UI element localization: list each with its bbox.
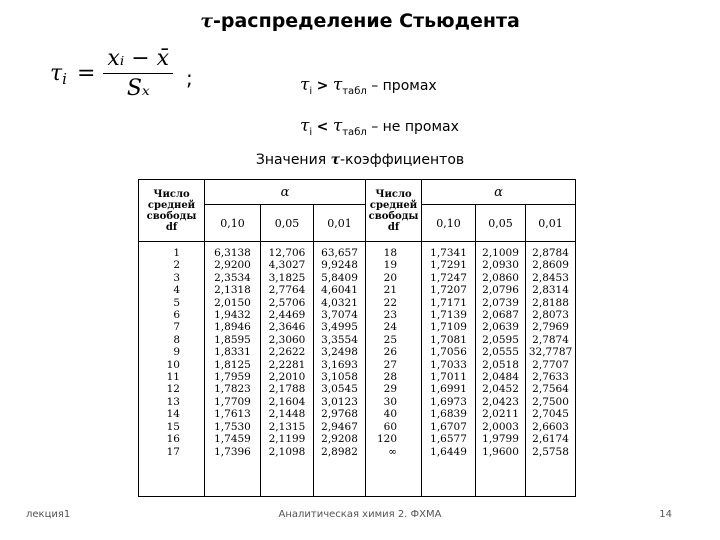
caption-tau: τ [330, 152, 340, 168]
criteria-rules [300, 68, 459, 150]
rule-result: промах [382, 78, 437, 94]
rule-tau: τ [300, 115, 310, 136]
t-column-010-left: 6,3138 2,9200 2,3534 2,1318 2,0150 1,9432 1,8946 1,8595 1,8331 1,8125 1,7959 1,7823 1,7709 1,7613 1,7530 1,7459 1,7396 [205, 242, 261, 497]
rule-dash: – [371, 78, 379, 94]
rule-operator: < [316, 118, 329, 135]
rule-result: не промах [382, 118, 459, 135]
t-column-005-right: 2,1009 2,0930 2,0860 2,0796 2,0739 2,0687 2,0639 2,0595 2,0555 2,0518 2,0484 2,0452 2,0423 2,0211 2,0003 1,9799 1,9600 [476, 242, 526, 497]
alpha-header-right: α [422, 180, 576, 205]
t-column-005-left: 12,706 4,3027 3,1825 2,7764 2,5706 2,4469 2,3646 2,3060 2,2622 2,2281 2,2010 2,1788 2,1604 2,1448 2,1315 2,1199 2,1098 [261, 242, 314, 497]
rule-not-outlier [300, 109, 459, 150]
df-header-left: Число средней свободы df [139, 180, 205, 242]
student-t-table [138, 179, 576, 497]
rule-ref-tau: τ [332, 75, 343, 95]
formula-numerator: xᵢ − x̄ [103, 46, 173, 74]
alpha-value: 0,05 [476, 205, 526, 242]
alpha-header-left: α [205, 180, 366, 205]
rule-tau: τ [300, 75, 310, 95]
page-number: 14 [659, 509, 672, 520]
rule-tau-sub: i [309, 126, 313, 138]
caption-prefix: Значения [255, 152, 331, 168]
formula-lhs: τ [50, 60, 63, 86]
alpha-value: 0,10 [422, 205, 476, 242]
df-column-left: 1 2 3 4 5 6 7 8 9 10 11 12 13 14 15 16 17 [139, 242, 205, 497]
alpha-value: 0,10 [205, 205, 261, 242]
formula-fraction [103, 46, 173, 101]
rule-operator: > [316, 78, 329, 94]
formula-denominator: Sₓ [126, 75, 150, 101]
table-caption [0, 152, 720, 168]
t-column-010-right: 1,7341 1,7291 1,7247 1,7207 1,7171 1,7139 1,7109 1,7081 1,7056 1,7033 1,7011 1,6991 1,6973 1,6839 1,6707 1,6577 1,6449 [422, 242, 476, 497]
rule-ref-tau: τ [332, 115, 343, 136]
alpha-value: 0,01 [526, 205, 576, 242]
t-column-001-right: 2,8784 2,8609 2,8453 2,8314 2,8188 2,8073 2,7969 2,7874 32,7787 2,7707 2,7633 2,7564 2,7500 2,7045 2,6603 2,6174 2,5758 [526, 242, 576, 497]
t-column-001-left: 63,657 9,9248 5,8409 4,6041 4,0321 3,7074 3,4995 3,3554 3,2498 3,1693 3,1058 3,0545 3,0123 2,9768 2,9467 2,9208 2,8982 [314, 242, 366, 497]
tau-symbol: τ [200, 10, 213, 32]
footer-lecture: лекция1 [26, 509, 71, 520]
caption-suffix: -коэффициентов [339, 152, 465, 168]
rule-ref-sub: табл [342, 85, 367, 97]
tau-formula [50, 45, 173, 101]
slide-title [0, 10, 720, 32]
rule-ref-sub: табл [342, 126, 367, 138]
rule-dash: – [371, 118, 379, 135]
rule-outlier [300, 68, 459, 109]
formula-lhs-sub: i [62, 70, 67, 88]
df-header-right: Число средней свободы df [366, 180, 422, 242]
slide-title-text: -распределение Стьюдента [213, 10, 520, 32]
formula-equals: = [76, 60, 96, 86]
formula-separator: ; [186, 66, 193, 90]
alpha-value: 0,05 [261, 205, 314, 242]
df-column-right: 18 19 20 21 22 23 24 25 26 27 28 29 30 40 60 120 ∞ [366, 242, 422, 497]
rule-tau-sub: i [309, 85, 313, 97]
footer-course: Аналитическая химия 2. ФХМА [278, 509, 442, 520]
alpha-value: 0,01 [314, 205, 366, 242]
